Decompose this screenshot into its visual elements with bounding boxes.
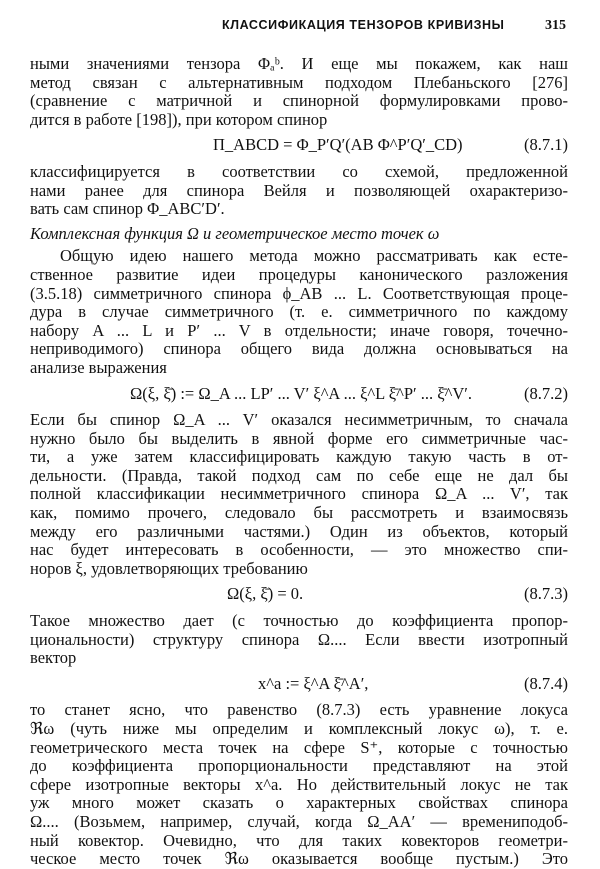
text-line: как, помимо прочего, следовало бы рассмотреть и взаимосвязь <box>30 503 568 523</box>
text-line: уж много может сказать о характерных свойствах спинора <box>30 793 568 813</box>
text-line: между его различными частями.) Один из объектов, который <box>30 521 568 541</box>
equation-8-7-4 <box>30 675 568 694</box>
equation-formula: Π_ABCD = Φ_P′Q′(AB Φ^P′Q′_CD) <box>213 135 463 155</box>
equation-8-7-1 <box>30 136 568 155</box>
paragraph-2 <box>30 163 568 219</box>
text-line: ческое место точек ℜω оказывается вообще пустым.) Это <box>30 849 568 869</box>
paragraph-1 <box>30 55 568 129</box>
text-line: сфере изотропные векторы x^a. Но действительный локус не так <box>30 774 568 794</box>
text-line: ℜω (чуть ниже мы определим и комплексный локус ω), т. е. <box>30 719 568 738</box>
text-line: (3.5.18) симметричного спинора ϕ_AB ... L. Соответствующая проце- <box>30 283 568 303</box>
equation-formula: x^a := ξ^A ξ̄^A′, <box>258 673 369 693</box>
text-line: Если бы спинор Ω_A ... V′ оказался несимметричным, то сначала <box>30 410 568 430</box>
paragraph-6 <box>30 701 568 868</box>
page-number: 315 <box>545 18 566 33</box>
text-line: норов ξ, удовлетворяющих требованию <box>30 558 308 578</box>
equation-number: (8.7.3) <box>524 584 568 604</box>
text-line: полной классификации несимметричного спинора Ω_A ... V′, так <box>30 484 568 504</box>
equation-number: (8.7.2) <box>524 383 568 403</box>
text-line: то станет ясно, что равенство (8.7.3) есть уравнение локуса <box>30 700 568 720</box>
text-line: ный ковектор. Очевидно, что для таких ковекторов геометри- <box>30 830 568 850</box>
text-line: до коэффициента пропорциональности представляют на этой <box>30 756 568 776</box>
page-body <box>30 55 568 869</box>
equation-formula: Ω(ξ, ξ̄) = 0. <box>227 584 304 604</box>
text-line: дура в случае симметричного (т. е. симметричного по каждому <box>30 302 568 322</box>
text-line: метод связан с альтернативным подходом Плебаньского [276] <box>30 72 568 92</box>
text-line: неприводимого) спинора общего вида должна основываться на <box>30 339 568 359</box>
paragraph-4 <box>30 411 568 578</box>
text-line: ственное развитие идеи процедуры канонического разложения <box>30 264 568 284</box>
equation-8-7-2 <box>30 385 568 404</box>
text-line: нужно было бы выделить в явной форме его симметричные час- <box>30 428 568 448</box>
text-line: анализе выражения <box>30 357 167 377</box>
running-title: КЛАССИФИКАЦИЯ ТЕНЗОРОВ КРИВИЗНЫ <box>222 18 505 32</box>
text-line: дельности. (Правда, такой подход сам по себе еще не дал бы <box>30 465 568 485</box>
text-line: нас будет интересовать в особенности, — это множество спи- <box>30 540 568 560</box>
text-line: Такое множество дает (с точностью до коэффициента пропор- <box>30 611 568 631</box>
section-heading: Комплексная функция Ω и геометрическое место точек ω <box>30 223 440 243</box>
paragraph-5 <box>30 612 568 668</box>
text-line: вать сам спинор Φ_ABC′D′. <box>30 199 225 219</box>
text-line: Общую идею нашего метода можно рассматривать как есте- <box>60 246 568 266</box>
running-head <box>0 18 600 38</box>
equation-number: (8.7.1) <box>524 135 568 155</box>
text-line: циональности) структуру спинора Ω.... Если ввести изотропный <box>30 629 568 649</box>
equation-formula: Ω(ξ, ξ̄) := Ω_A ... LP′ ... V′ ξ^A ... ξ^L ξ̄^P′ ... ξ̄^V′. <box>130 383 473 403</box>
text-line: геометрического места точек на сфере S⁺, которые с точностью <box>30 737 568 757</box>
equation-number: (8.7.4) <box>524 673 568 693</box>
text-line: ными значениями тензора Φₐᵇ. И еще мы покажем, как наш <box>30 54 568 73</box>
text-line: дится в работе [198]), при котором спинор <box>30 109 328 129</box>
text-line: набору A ... L и P′ ... V в отдельности; иначе говоря, точечно- <box>30 320 568 340</box>
text-line: нами ранее для спинора Вейля и позволяющей охарактеризо- <box>30 180 568 200</box>
text-line: ти, а уже затем классифицировать каждую такую часть в от- <box>30 447 568 467</box>
text-line: классифицируется в соответствии со схемой, предложенной <box>30 161 568 181</box>
text-line: вектор <box>30 648 77 668</box>
text-line: (сравнение с матричной и спинорной формулировками прово- <box>30 91 568 111</box>
paragraph-3 <box>30 247 568 377</box>
equation-8-7-3 <box>30 585 568 604</box>
text-line: Ω.... (Возьмем, например, случай, когда Ω_AA′ — времениподоб- <box>30 811 568 831</box>
